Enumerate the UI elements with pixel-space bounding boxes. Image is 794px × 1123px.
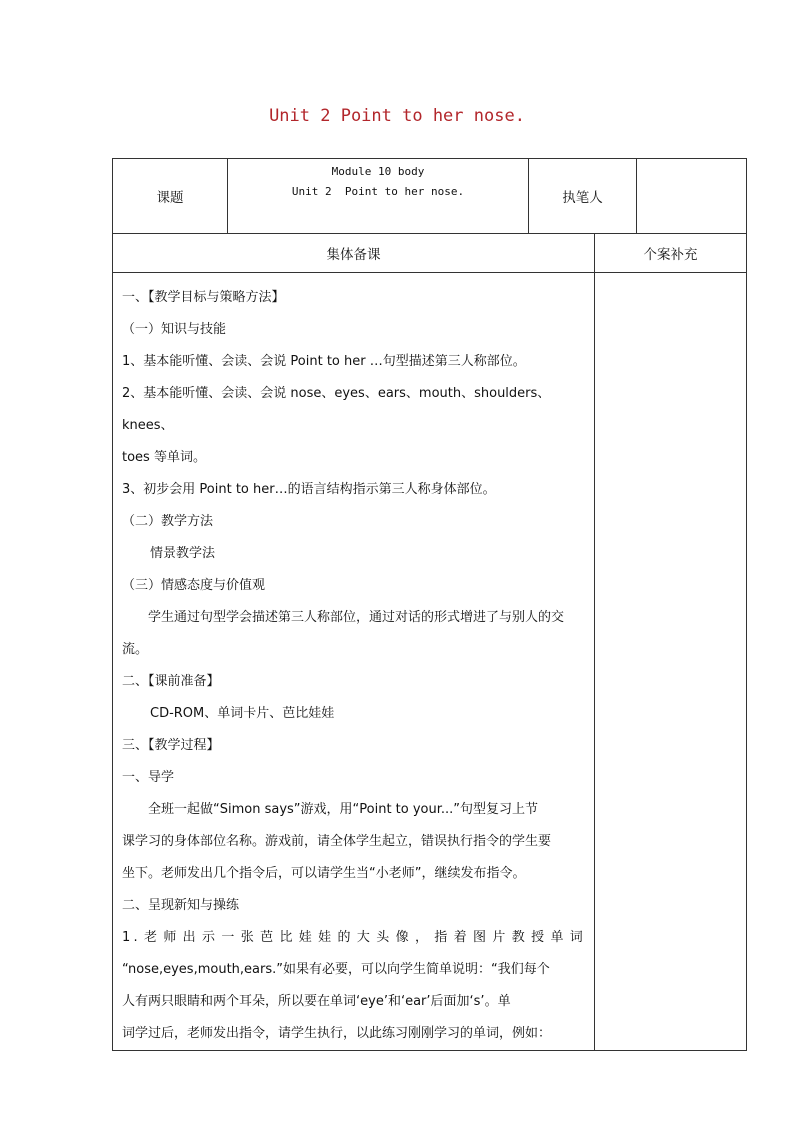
text-line: 流。 bbox=[122, 642, 149, 657]
text-line: 2、基本能听懂、会读、会说 nose、eyes、ears、mouth、shoulders、knees、 bbox=[122, 386, 551, 433]
author-value bbox=[637, 159, 747, 234]
text-line: 情景教学法 bbox=[150, 546, 216, 561]
page-title: Unit 2 Point to her nose. bbox=[269, 106, 525, 126]
personal-supplement-content bbox=[595, 273, 747, 1051]
text-line: 课学习的身体部位名称。游戏前，请全体学生起立，错误执行指令的学生要 bbox=[122, 834, 552, 849]
topic-value bbox=[228, 159, 529, 234]
subsection-heading: 一、导学 bbox=[122, 770, 175, 785]
content-row bbox=[113, 273, 747, 1051]
text-line: 学生通过句型学会描述第三人称部位，通过对话的形式增进了与别人的交 bbox=[148, 610, 565, 625]
text-line: 词学过后，老师发出指令，请学生执行，以此练习刚刚学习的单词，例如： bbox=[122, 1026, 552, 1041]
subsection-heading: （二）教学方法 bbox=[122, 514, 214, 529]
text-line: 人有两只眼睛和两个耳朵，所以要在单词‘eye’和‘ear’后面加‘s’。单 bbox=[122, 994, 511, 1009]
topic-unit: Unit 2 Point to her nose. bbox=[291, 185, 465, 198]
text-line: CD-ROM、单词卡片、芭比娃娃 bbox=[150, 706, 335, 721]
header-row bbox=[113, 234, 747, 273]
text-line: 3、初步会用 Point to her…的语言结构指示第三人称身体部位。 bbox=[122, 482, 496, 497]
lesson-plan-table bbox=[112, 158, 747, 1051]
text-line: toes 等单词。 bbox=[122, 450, 206, 465]
text-line: 全班一起做“Simon says”游戏，用“Point to your...”句型复习上节 bbox=[148, 802, 539, 817]
text-line: 1、基本能听懂、会读、会说 Point to her …句型描述第三人称部位。 bbox=[122, 354, 526, 369]
group-prep-content bbox=[113, 273, 595, 1051]
section-heading: 一、【教学目标与策略方法】 bbox=[122, 290, 285, 305]
topic-module: Module 10 body bbox=[331, 165, 425, 178]
topic-row bbox=[113, 159, 747, 234]
subsection-heading: （一）知识与技能 bbox=[122, 322, 227, 337]
subsection-heading: （三）情感态度与价值观 bbox=[122, 578, 266, 593]
section-heading: 三、【教学过程】 bbox=[122, 738, 220, 753]
text-line: “nose,eyes,mouth,ears.”如果有必要，可以向学生简单说明：“我们每个 bbox=[122, 962, 550, 977]
text-line: 1.老师出示一张芭比娃娃的大头像，指着图片教授单词 bbox=[122, 930, 586, 945]
topic-label: 课题 bbox=[113, 159, 228, 234]
group-prep-header: 集体备课 bbox=[113, 234, 595, 273]
personal-supplement-header: 个案补充 bbox=[595, 234, 747, 273]
section-heading: 二、【课前准备】 bbox=[122, 674, 220, 689]
author-label: 执笔人 bbox=[529, 159, 637, 234]
text-line: 坐下。老师发出几个指令后，可以请学生当“小老师”，继续发布指令。 bbox=[122, 866, 526, 881]
subsection-heading: 二、呈现新知与操练 bbox=[122, 898, 240, 913]
